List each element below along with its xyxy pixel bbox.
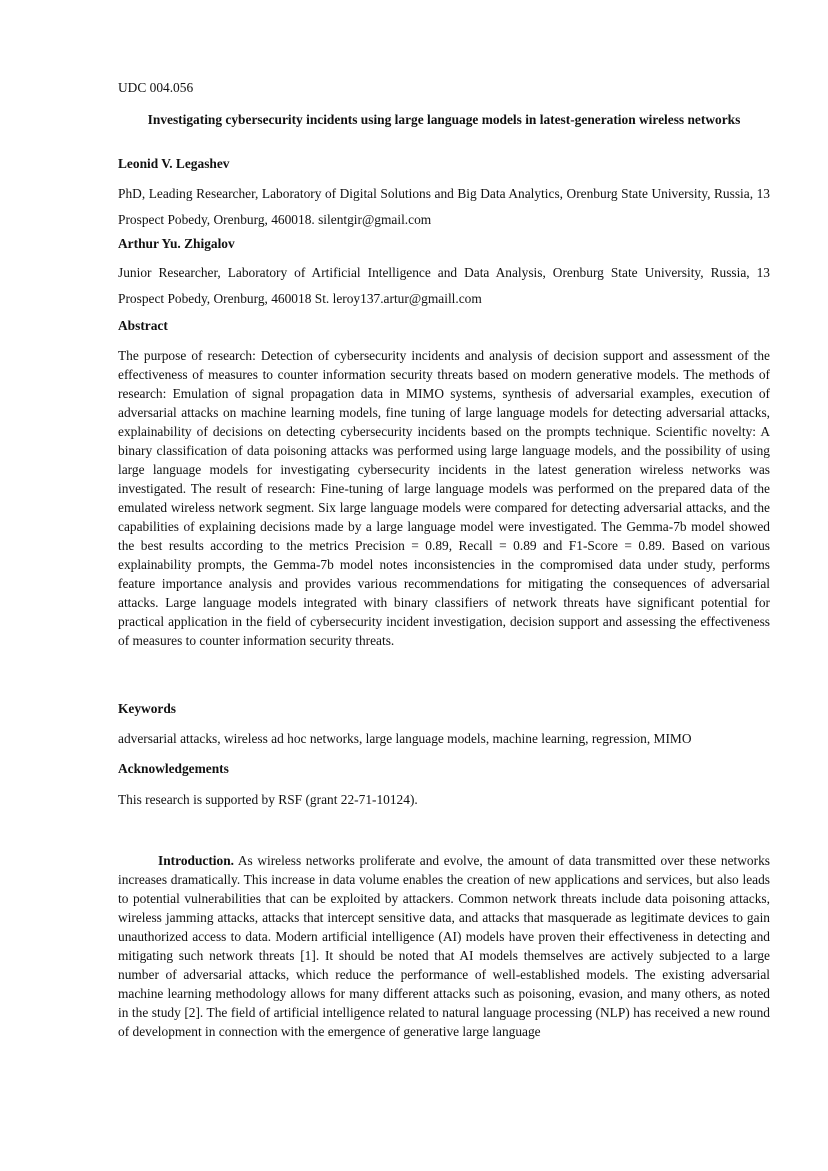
introduction-heading: Introduction. [158,853,235,868]
introduction-text: As wireless networks proliferate and evolve, the amount of data transmitted over these networks increases dramatically. This increase in data volume enables the creation of new applications and services, but also leads to potential vulnerabilities that can be exploited by attackers. Common network threats include data poisoning attacks, wireless jamming attacks, attacks that intercept sensitive data, and attacks that masquerade as legitimate devices to gain unauthorized access to data. Modern artificial intelligence (AI) models have proven their effectiveness in detecting and mitigating such network threats [1]. It should be noted that AI models themselves are actively subjected to a large number of adversarial attacks, which reduce the performance of well-established models. The existing adversarial machine learning methodology allows for many different attacks such as poisoning, evasion, and many others, as noted in the study [2]. The field of artificial intelligence related to natural language processing (NLP) has received a new round of development in connection with the emergence of generative large language [118,853,770,1039]
acknowledgements-text: This research is supported by RSF (grant 22-71-10124). [118,792,418,807]
udc-code: UDC 004.056 [118,80,194,95]
keywords-text: adversarial attacks, wireless ad hoc networks, large language models, machine learning, regression, MIMO [118,731,692,746]
acknowledgements-heading: Acknowledgements [118,761,229,776]
paper-title: Investigating cybersecurity incidents using large language models in latest-generation wireless networks [147,112,741,127]
keywords-heading: Keywords [118,701,177,716]
abstract-heading: Abstract [118,318,168,333]
author-name-2: Arthur Yu. Zhigalov [118,236,235,251]
author-affiliation-2: Junior Researcher, Laboratory of Artificial Intelligence and Data Analysis, Orenburg State University, Russia, 13 Prospect Pobedy, Orenburg, 460018 St. leroy137.artur@gmaill.com [118,265,770,306]
introduction-paragraph [118,851,770,1041]
abstract-text: The purpose of research: Detection of cybersecurity incidents and analysis of decision support and assessment of the effectiveness of measures to counter information security threats based on modern generative models. The methods of research: Emulation of signal propagation data in MIMO systems, synthesis of adversarial examples, execution of adversarial attacks on machine learning models, fine tuning of large language models for detecting adversarial attacks, explainability of decisions on detecting cybersecurity incidents based on the prompts technique. Scientific novelty: A binary classification of data poisoning attacks was performed using large language models, and the possibility of using large language models for investigating cybersecurity incidents in the latest generation wireless networks was investigated. The result of research: Fine-tuning of large language models was performed on the prepared data of the emulated wireless network segment. Six large language models were compared for detecting adversarial attacks, and the capabilities of explaining decisions made by a large language model were investigated. The Gemma-7b model showed the best results according to the metrics Precision = 0.89, Recall = 0.89 and F1-Score = 0.89. Based on various explainability prompts, the Gemma-7b model notes inconsistencies in the compromised data under study, performs feature importance analysis and provides various recommendations for mitigating the consequences of adversarial attacks. Large language models integrated with binary classifiers of network threats have significant potential for practical application in the field of cybersecurity incident investigation, decision support and assessing the effectiveness of measures to counter information security threats. [118,348,770,648]
author-name-1: Leonid V. Legashev [118,156,230,171]
author-affiliation-1: PhD, Leading Researcher, Laboratory of Digital Solutions and Big Data Analytics, Orenburg State University, Russia, 13 Prospect Pobedy, Orenburg, 460018. silentgir@gmail.com [118,186,770,227]
